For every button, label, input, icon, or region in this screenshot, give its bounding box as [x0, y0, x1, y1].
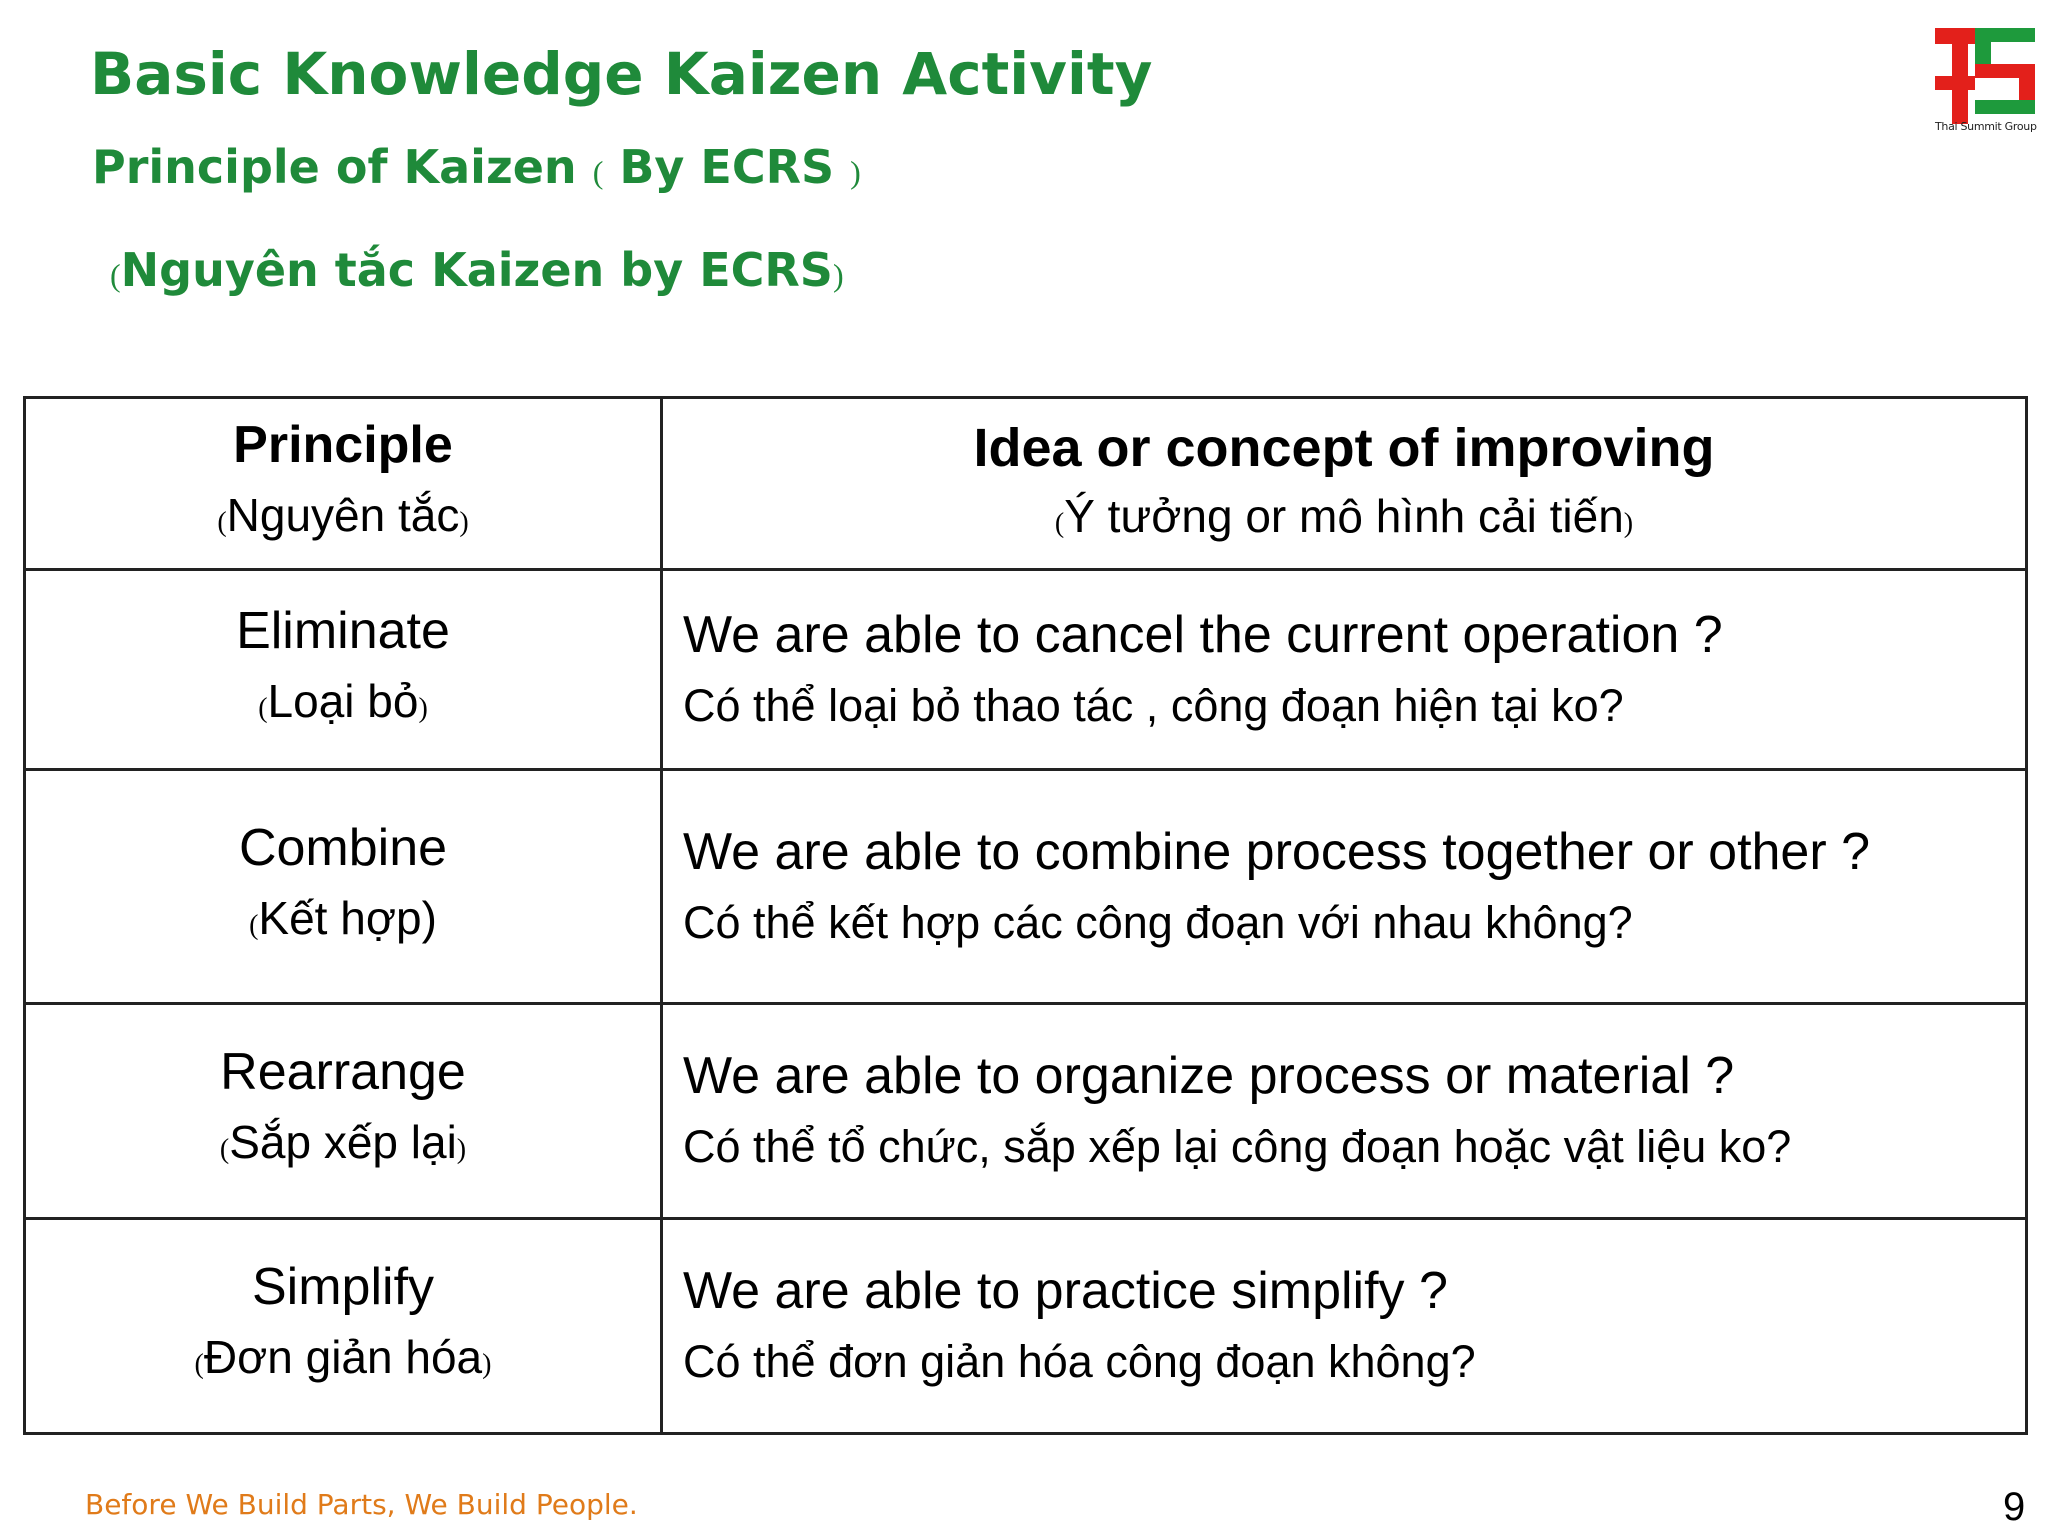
- principle-vi: Kết hợp): [258, 891, 437, 944]
- principle-vi-line: (Sắp xếp lại): [219, 1116, 467, 1168]
- idea-en: We are able to cancel the current operation ?: [683, 605, 1723, 664]
- subtitle-vi-close: ): [832, 257, 844, 293]
- footer-slogan: Before We Build Parts, We Build People.: [85, 1488, 638, 1521]
- principle-name: Simplify: [251, 1258, 435, 1316]
- principle-vi: Sắp xếp lại: [229, 1116, 457, 1168]
- principle-vi-line: (Kết hợp): [249, 891, 437, 944]
- subtitle-paren-text: By ECRS: [603, 140, 851, 194]
- idea-vi: Có thể đơn giản hóa công đoạn không?: [683, 1336, 1476, 1387]
- principle-name: Rearrange: [220, 1043, 466, 1101]
- header-idea-cell: [662, 398, 2027, 570]
- subtitle-main: Principle of Kaizen: [92, 140, 577, 194]
- subtitle-paren-close: ): [850, 154, 861, 190]
- idea-vi: Có thể tổ chức, sắp xếp lại công đoạn hoặc vật liệu ko?: [683, 1121, 1792, 1172]
- table-row: [25, 770, 2027, 1004]
- idea-en: We are able to combine process together or other ?: [683, 822, 1871, 881]
- principle-cell: [25, 1219, 662, 1434]
- ecrs-table: [23, 396, 2028, 1435]
- principle-cell: [25, 1004, 662, 1219]
- principle-cell: [25, 570, 662, 770]
- logo-caption: Thai Summit Group: [1935, 120, 2037, 133]
- idea-vi: Có thể kết hợp các công đoạn với nhau không?: [683, 896, 1633, 948]
- header-principle-cell: [25, 398, 662, 570]
- thai-summit-logo-icon: [1930, 20, 2040, 135]
- table-row: [25, 1004, 2027, 1219]
- principle-vi: Loại bỏ: [267, 674, 419, 727]
- page-title: Basic Knowledge Kaizen Activity: [90, 40, 1153, 108]
- idea-en: We are able to organize process or material ?: [683, 1047, 1735, 1105]
- subtitle-principle: [92, 140, 861, 194]
- header-principle: Principle: [233, 415, 453, 474]
- idea-cell: [662, 1004, 2027, 1219]
- idea-vi: Có thể loại bỏ thao tác , công đoạn hiện tại ko?: [683, 679, 1624, 731]
- principle-vi-line: (Loại bỏ): [258, 674, 428, 727]
- subtitle-vietnamese: [110, 243, 844, 297]
- header-idea-vi-line: (Ý tưởng or mô hình cải tiến): [1054, 489, 1634, 542]
- header-principle-vi-line: (Nguyên tắc): [217, 488, 469, 541]
- principle-name: Eliminate: [236, 601, 450, 660]
- idea-en: We are able to practice simplify ?: [683, 1262, 1448, 1320]
- page-number: 9: [2003, 1485, 2026, 1529]
- header-principle-vi: Nguyên tắc: [226, 488, 460, 541]
- table-header-row: [25, 398, 2027, 570]
- principle-name: Combine: [238, 818, 448, 877]
- idea-cell: [662, 770, 2027, 1004]
- header-idea-vi: Ý tưởng or mô hình cải tiến: [1064, 489, 1624, 542]
- principle-vi: Đơn giản hóa: [203, 1331, 483, 1383]
- header-idea: Idea or concept of improving: [973, 417, 1715, 478]
- subtitle-paren-open: (: [592, 154, 604, 190]
- principle-cell: [25, 770, 662, 1004]
- idea-cell: [662, 570, 2027, 770]
- principle-vi-line: (Đơn giản hóa): [194, 1331, 492, 1383]
- idea-cell: [662, 1219, 2027, 1434]
- table-row: [25, 570, 2027, 770]
- subtitle-vi-text: Nguyên tắc Kaizen by ECRS: [120, 243, 833, 297]
- subtitle-vi-open: (: [110, 257, 121, 293]
- table-row: [25, 1219, 2027, 1434]
